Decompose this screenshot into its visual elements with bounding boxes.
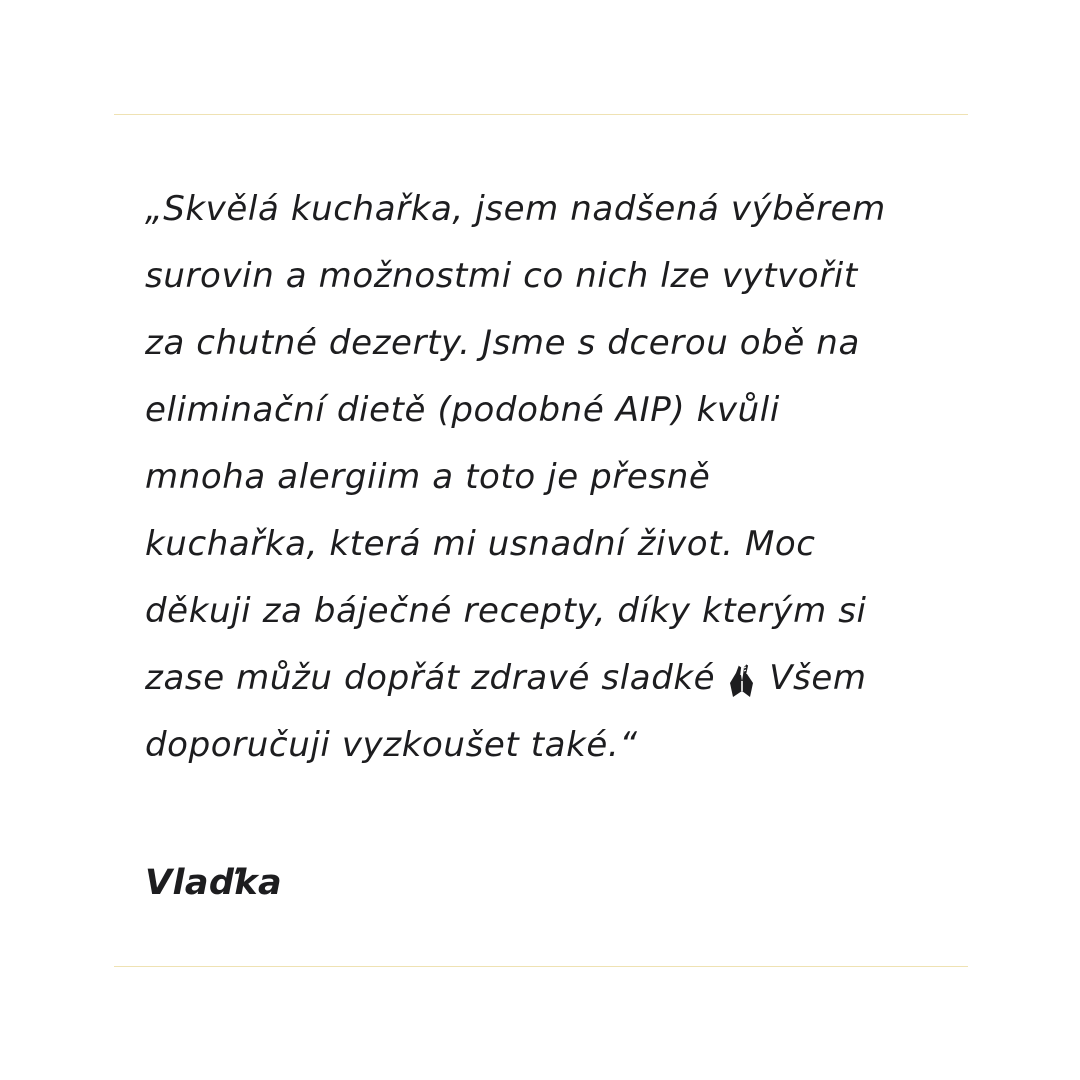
top-divider	[114, 114, 968, 115]
quote-line-7: děkuji za báječné recepty, díky kterým si	[145, 591, 867, 631]
quote-line-3: za chutné dezerty. Jsme s dcerou obě na	[145, 323, 860, 363]
quote-line-6: kuchařka, která mi usnadní život. Moc	[145, 524, 816, 564]
quote-line-9: doporučuji vyzkoušet také.“	[145, 725, 638, 765]
quote-line-2: surovin a možnostmi co nich lze vytvořit	[145, 256, 858, 296]
quote-line-5: mnoha alergiim a toto je přesně	[145, 457, 711, 497]
quote-line-8	[145, 645, 945, 712]
author-name: Vlaďka	[145, 863, 283, 903]
quote-line-8-start: zase můžu dopřát zdravé sladké	[145, 658, 716, 698]
bottom-divider	[114, 966, 968, 967]
testimonial-quote	[145, 176, 945, 779]
quote-line-4: eliminační dietě (podobné AIP) kvůli	[145, 390, 780, 430]
praying-hands-icon	[725, 657, 759, 697]
quote-line-8-end: Všem	[769, 658, 867, 698]
quote-line-1: „Skvělá kuchařka, jsem nadšená výběrem	[145, 189, 886, 229]
